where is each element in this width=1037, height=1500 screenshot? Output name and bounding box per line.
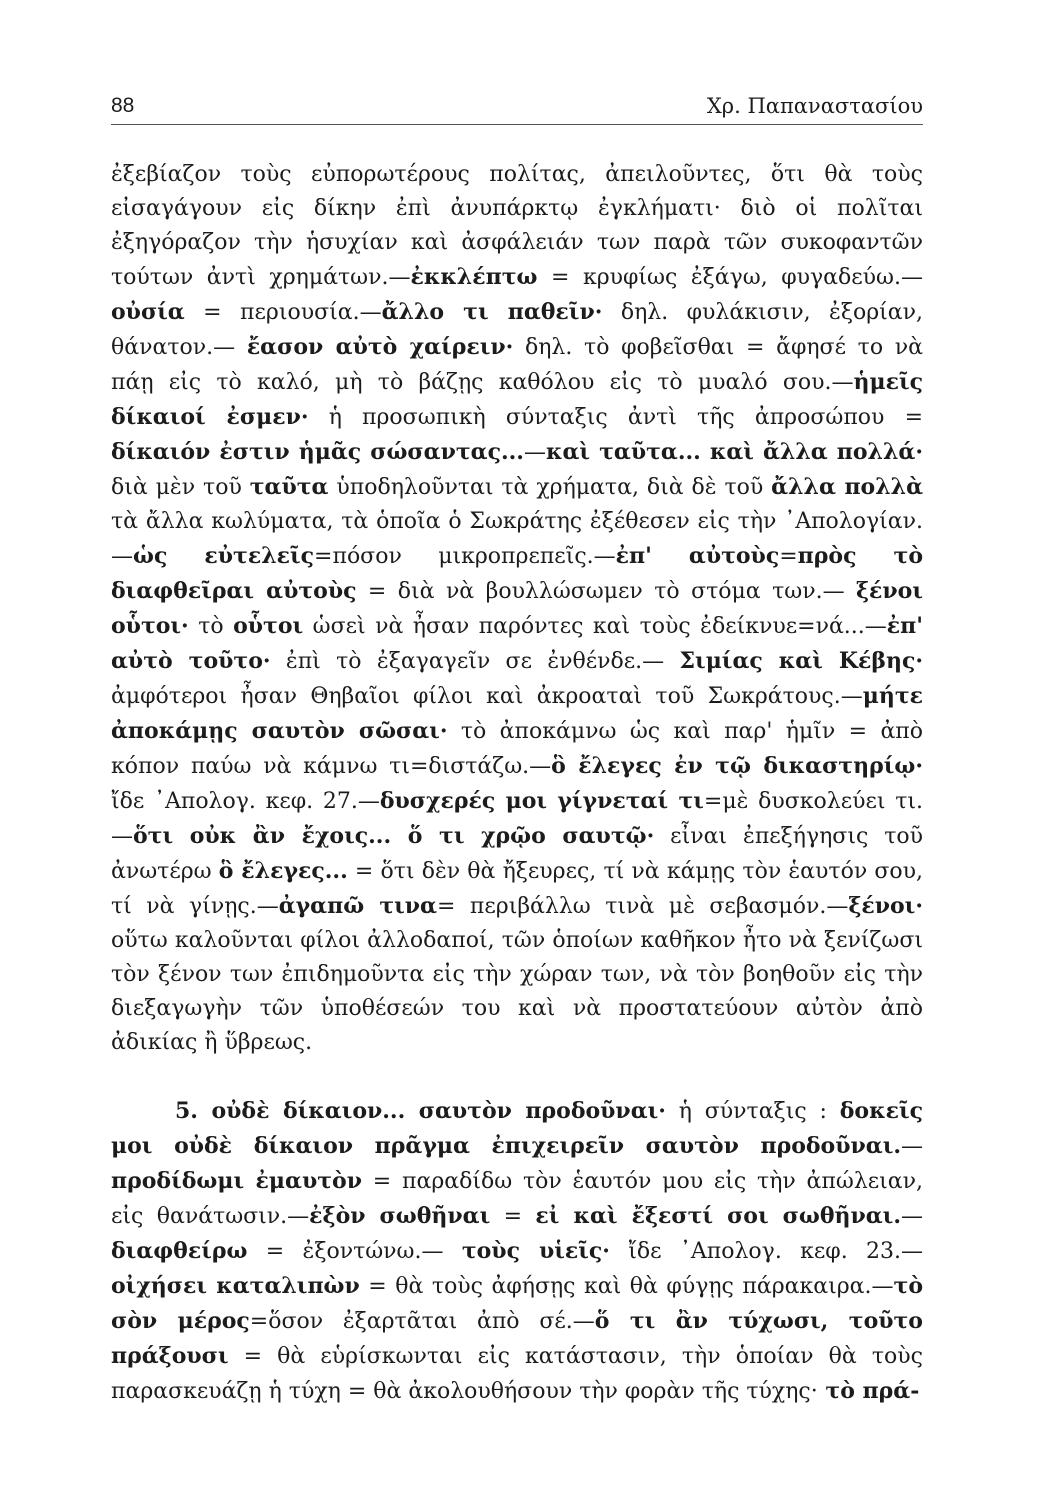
gloss-text: =πόσον μικροπρεπεῖς.— <box>314 544 616 569</box>
lemma-term: πρὸς τὸ διαφθεῖραι αὐτοὺς <box>111 543 923 604</box>
gloss-text: ἴδε ᾿Απολογ. κεφ. 23.— <box>609 1239 923 1264</box>
gloss-text: τὰ ἄλλα κωλύματα, τὰ ὁποῖα ὁ Σωκράτης ἐξέθεσεν εἰς τὴν ᾿Απολογίαν.— <box>111 509 923 569</box>
page-header <box>111 94 923 125</box>
gloss-text: = διὰ νὰ βουλλώσωμεν τὸ στόμα των.— <box>356 579 856 604</box>
gloss-text: θὰ ἀκολουθήσουν τὴν φορὰν τῆς τύχης· <box>373 1379 818 1404</box>
gloss-text: ἀμφότεροι ἦσαν Θηβαῖοι φίλοι καὶ ἀκροαταὶ τοῦ Σωκράτους.— <box>111 684 863 709</box>
lemma-term: ἐπ' αὐτοὺς <box>615 543 780 569</box>
gloss-text: = παραδίδω τὸν ἑαυτόν μου εἰς τὴν ἀπώλειαν, εἰς θανάτωσιν.— <box>111 1169 924 1229</box>
gloss-text: = περιουσία.— <box>184 300 382 325</box>
gloss-text: τὸ ἀποκάμνω ὡς καὶ παρ' ἡμῖν = ἀπὸ κόπον παύω νὰ κάμνω τι=διστάζω.— <box>111 719 924 779</box>
lemma-term: προδίδωμι ἐμαυτὸν <box>111 1168 362 1194</box>
lemma-term: δίκαιόν ἐστιν ἡμᾶς σώσαντας... <box>111 439 524 465</box>
lemma-term: ὅ τι ἂν τύχωσι, τοῦτο πράξουσι <box>111 1308 923 1369</box>
gloss-text: =μὲ δυσκολεύει τι.— <box>111 789 923 849</box>
lemma-term: εἰ καὶ ἔξεστί σοι σωθῆναι. <box>535 1203 901 1229</box>
lemma-term: οὗτοι <box>233 613 304 639</box>
gloss-text: = θὰ εὑρίσκωνται εἰς κατάστασιν, τὴν ὁποίαν θὰ τοὺς παρασκευάζῃ ἡ τύχη = <box>111 1344 923 1404</box>
lemma-term: ὃ ἔλεγες... <box>218 858 348 884</box>
lemma-term: διαφθείρω <box>111 1238 248 1264</box>
lemma-term: 5. οὐδὲ δίκαιον... σαυτὸν προδοῦναι· <box>175 1098 666 1124</box>
gloss-text: ἐξεβίαζον τοὺς εὐπορωτέρους πολίτας, ἀπειλοῦντες, ὅτι θὰ τοὺς εἰσαγάγουν εἰς δίκην ἐπὶ ἀνυπάρκτῳ ἐγκλήματι· διὸ οἱ πολῖται ἐξηγόραζον τὴν ἡσυχίαν καὶ ἀσφάλειάν των παρὰ τῶν συκοφαντῶν τούτων ἀντὶ χρημάτων.— <box>111 162 923 290</box>
lemma-term: ταῦτα <box>249 474 329 500</box>
gloss-text: — <box>523 440 546 465</box>
gloss-text: — <box>901 1134 923 1159</box>
lemma-term: δοκεῖς μοι οὐδὲ δίκαιον πρᾶγμα ἐπιχειρεῖν σαυτὸν προδοῦναι. <box>111 1098 923 1159</box>
lemma-term: τοὺς υἱεῖς· <box>461 1238 610 1264</box>
gloss-text: — <box>901 1204 923 1229</box>
gloss-text: = κρυφίως ἐξάγω, φυγαδεύω.— <box>537 265 923 290</box>
lemma-term: ὡς εὐτελεῖς <box>133 543 315 569</box>
gloss-text: =ὅσον ἐξαρτᾶται ἀπὸ σέ.— <box>249 1309 595 1334</box>
lemma-term: ἡμεῖς δίκαιοί ἐσμεν· <box>111 369 923 430</box>
lemma-term: τὸ σὸν μέρος <box>111 1273 923 1334</box>
running-head: Χρ. Παπαναστασίου <box>706 94 923 118</box>
lemma-term: καὶ ταῦτα... καὶ ἄλλα πολλά· <box>545 439 923 465</box>
lemma-term: μήτε ἀποκάμῃς σαυτὸν σῶσαι· <box>111 683 923 744</box>
lemma-term: ὅτι οὐκ ἂν ἔχοις... ὅ τι χρῷο σαυτῷ· <box>133 823 655 849</box>
lemma-term: ὃ ἔλεγες ἐν τῷ δικαστηρίῳ· <box>551 753 923 779</box>
lemma-term: οἰχήσει καταλιπὼν <box>111 1273 360 1299</box>
gloss-text: = <box>490 1204 536 1229</box>
gloss-text: δηλ. τὸ φοβεῖσθαι = ἄφησέ το νὰ πάῃ εἰς τὸ καλό, μὴ τὸ βάζῃς καθόλου εἰς τὸ μυαλό σου.— <box>111 335 924 395</box>
lemma-term: ξένοι οὗτοι· <box>111 578 923 639</box>
lemma-term: ἐπ' αὐτὸ τοῦτο· <box>111 613 923 674</box>
gloss-text: διὰ μὲν τοῦ <box>111 475 250 500</box>
page-number: 88 <box>111 94 135 117</box>
gloss-text: = ἐξοντώνω.— <box>247 1239 462 1264</box>
gloss-text: δηλ. φυλάκισιν, ἐξορίαν, θάνατον.— <box>111 300 923 360</box>
gloss-text: ἡ προσωπικὴ σύνταξις ἀντὶ τῆς ἀπροσώπου = <box>308 405 923 430</box>
lemma-term: Σιμίας καὶ Κέβης· <box>679 648 924 674</box>
lemma-term: ξένοι· <box>848 893 923 919</box>
gloss-text: ἐπὶ τὸ ἐξαγαγεῖν σε ἐνθένδε.— <box>270 649 680 674</box>
gloss-text: ἡ σύνταξις : <box>665 1099 840 1124</box>
lemma-term: ἀγαπῶ τινα <box>278 893 437 919</box>
commentary-paragraph-5 <box>111 1094 923 1409</box>
gloss-text: ὡσεὶ νὰ ἦσαν παρόντες καὶ τοὺς ἐδείκνυε=νά...— <box>303 614 887 639</box>
gloss-text: ἴδε ᾿Απολογ. κεφ. 27.— <box>111 789 380 814</box>
lemma-term: οὐσία <box>111 299 185 325</box>
gloss-text: = θὰ τοὺς ἀφήσῃς καὶ θὰ φύγῃς πάρακαιρα.— <box>359 1274 894 1299</box>
gloss-text: = <box>779 544 798 569</box>
gloss-text: ὑποδηλοῦνται τὰ χρήματα, διὰ δὲ τοῦ <box>328 475 772 500</box>
gloss-text: = περιβάλλω τινὰ μὲ σεβασμόν.— <box>436 894 849 919</box>
lemma-term: ἐξὸν σωθῆναι <box>309 1203 491 1229</box>
lemma-term: τὸ πρά- <box>817 1378 920 1404</box>
gloss-text: τὸ <box>188 614 234 639</box>
gloss-text: οὕτω καλοῦνται φίλοι ἀλλοδαποί, τῶν ὁποίων καθῆκον ἦτο νὰ ξενίζωσι τὸν ξένον των ἐπιδημοῦντα εἰς τὴν χώραν των, νὰ τὸν βοηθοῦν εἰς τὴν διεξαγωγὴν τῶν ὑποθέσεών του καὶ νὰ προστατεύουν αὐτὸν ἀπὸ ἀδικίας ἢ ὕβρεως. <box>111 928 923 1055</box>
lemma-term: ἔασον αὐτὸ χαίρειν· <box>246 334 514 360</box>
commentary-paragraph-1 <box>111 158 923 1060</box>
gloss-text: εἶναι ἐπεξήγησις τοῦ ἀνωτέρω <box>111 824 923 884</box>
lemma-term: ἄλλο τι παθεῖν· <box>381 299 603 325</box>
lemma-term: ἄλλα πολλὰ <box>771 474 924 500</box>
gloss-text: = ὅτι δὲν θὰ ἤξευρες, τί νὰ κάμῃς τὸν ἑαυτόν σου, τί νὰ γίνῃς.— <box>111 859 923 919</box>
lemma-term: ἐκκλέπτω <box>410 264 538 290</box>
lemma-term: δυσχερές μοι γίγνεταί τι <box>379 788 704 814</box>
